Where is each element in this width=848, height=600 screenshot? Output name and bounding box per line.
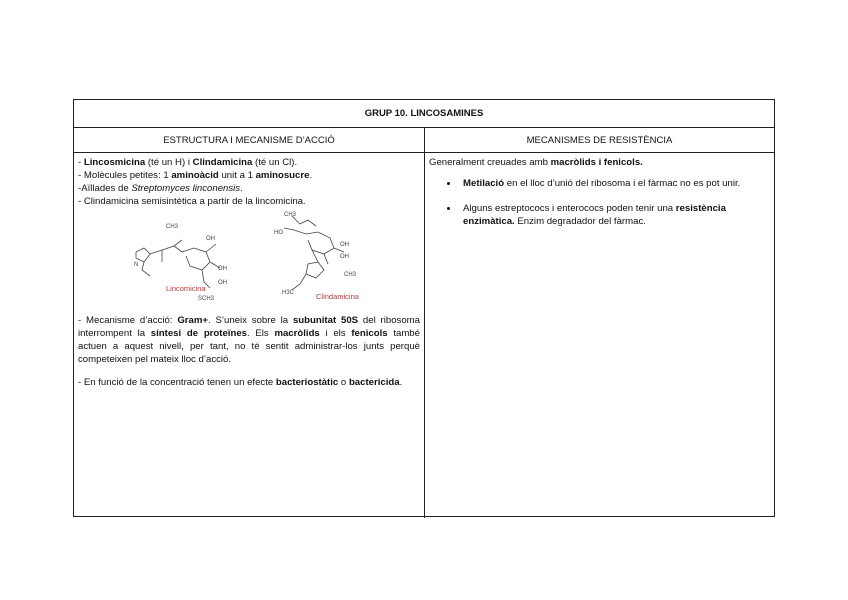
svg-text:OH: OH: [340, 254, 349, 260]
list-item: • Alguns estreptococs i enterococs poden tenir una resistència enzimàtica. Enzim degradador del fàrmac.: [459, 202, 770, 228]
header-resistance: MECANISMES DE RESISTÈNCIA: [526, 134, 673, 146]
lincosamines-table: [73, 99, 775, 517]
svg-text:N: N: [134, 262, 139, 268]
resistance-intro: Generalment creuades amb macròlids i fenicols.: [429, 157, 643, 168]
resistance-cell: [425, 153, 774, 518]
molecule-structures-image: [78, 210, 421, 306]
clindamicina-label: Clindamicina: [316, 292, 359, 301]
svg-text:HO: HO: [274, 230, 283, 236]
mechanism-paragraph: - Mecanisme d’acció: Gram+. S’uneix sobre la subunitat 50S del ribosoma interrompent la síntesi de proteïnes. Els macròlids i els fenicols també actuen a aquest nivell, per tant, no té sentit administrar-los junts perquè competeixen pel mateix lloc d’acció.: [78, 315, 421, 365]
svg-text:CH3: CH3: [344, 272, 357, 278]
structure-cell: [74, 153, 425, 518]
line-molecules: - Molècules petites: 1 aminoàcid unit a 1 aminosucre.: [78, 170, 313, 181]
svg-text:H3C: H3C: [282, 290, 295, 296]
svg-text:CH3: CH3: [284, 212, 297, 218]
table-title: [74, 100, 774, 128]
header-structure: ESTRUCTURA I MECANISME D’ACCIÓ: [74, 128, 425, 152]
line-semisynthetic: - Clindamicina semisintètica a partir de la lincomicina.: [78, 196, 306, 207]
svg-text:OH: OH: [218, 280, 227, 286]
effect-paragraph: - En funció de la concentració tenen un efecte bacteriostàtic o bactericida.: [78, 376, 403, 388]
molecule-figures: [78, 210, 420, 306]
header-row: [74, 128, 774, 153]
svg-text:OH: OH: [218, 266, 227, 272]
line-names: - Lincosmicina (té un H) i Clindamicina (té un Cl).: [78, 157, 298, 168]
body-row: [74, 153, 774, 518]
line-origin: -Aïllades de Streptomyces linconensis.: [78, 183, 243, 194]
svg-text:OH: OH: [340, 242, 349, 248]
resistance-list: [429, 177, 770, 228]
svg-text:CH3: CH3: [166, 224, 179, 230]
svg-text:SCH3: SCH3: [198, 296, 215, 302]
title-text: GRUP 10. LINCOSAMINES: [364, 108, 484, 119]
lincomicina-label: Lincomicina: [166, 284, 206, 293]
svg-text:OH: OH: [206, 236, 215, 242]
list-item: • Metilació en el lloc d’unió del ribosoma i el fàrmac no es pot unir.: [459, 177, 770, 190]
